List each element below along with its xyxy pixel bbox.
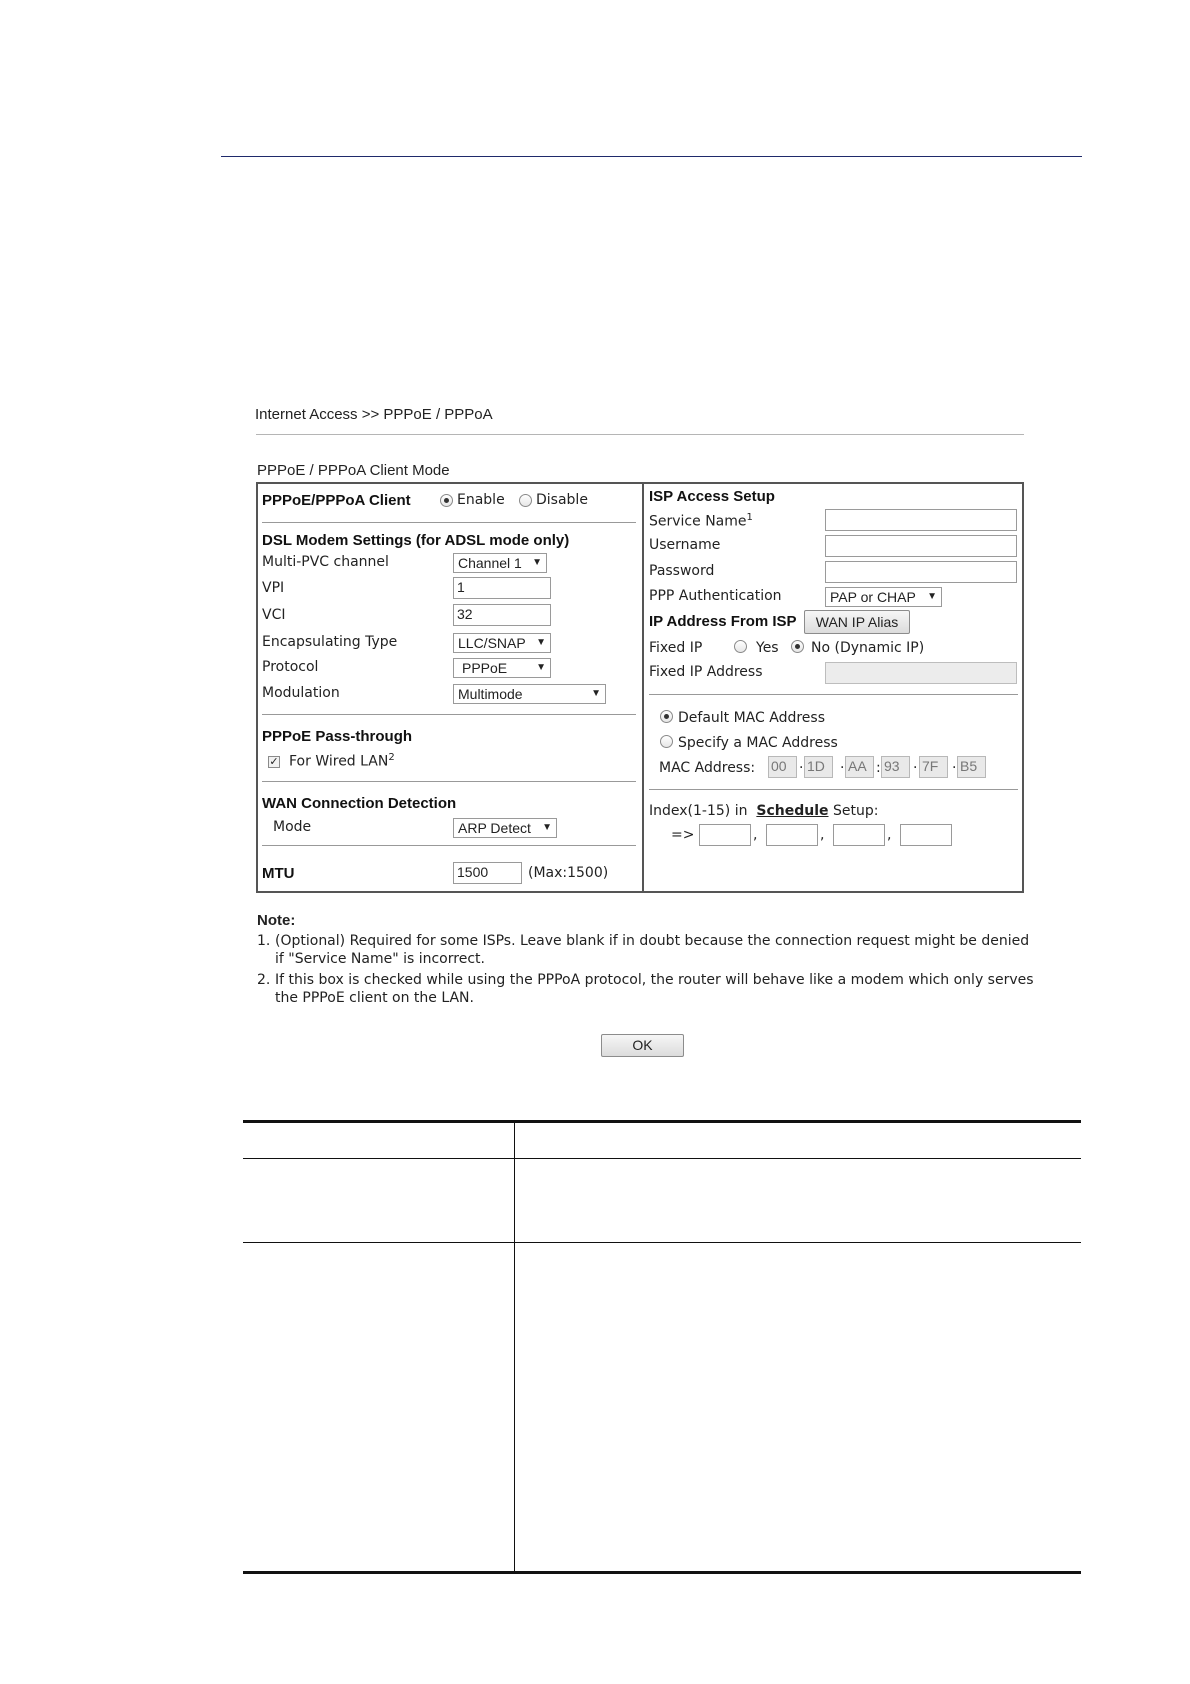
note-item: 1. (Optional) Required for some ISPs. Leave blank if in doubt because the connection request might be denied if "Service Name" is incorrect. — [257, 933, 1030, 967]
mac-octet-5[interactable]: 7F — [919, 756, 948, 778]
username-label: Username — [649, 537, 721, 553]
vci-input[interactable]: 32 — [453, 604, 551, 626]
fixed-ip-address-label: Fixed IP Address — [649, 664, 763, 680]
comma: , — [753, 827, 758, 843]
mode-value: ARP Detect — [458, 820, 531, 836]
table-row-divider — [243, 1242, 1081, 1243]
client-label: PPPoE/PPPoA Client — [262, 492, 411, 509]
multipvc-select[interactable] — [453, 553, 547, 573]
mac-separator: · — [840, 760, 845, 776]
client-mode-panel — [256, 482, 1024, 893]
mac-address-label: MAC Address: — [659, 760, 756, 776]
username-input[interactable] — [825, 535, 1017, 557]
ppp-auth-select[interactable] — [825, 587, 942, 607]
divider — [262, 781, 636, 782]
table-bottom-rule — [243, 1571, 1081, 1574]
mac-separator: · — [913, 760, 918, 776]
mac-separator: · — [952, 760, 957, 776]
fixed-ip-yes-radio[interactable] — [734, 640, 747, 653]
breadcrumb: Internet Access >> PPPoE / PPPoA — [255, 406, 493, 423]
notes-title: Note: — [257, 912, 296, 929]
enable-radio[interactable] — [440, 494, 453, 507]
protocol-select[interactable] — [453, 658, 551, 678]
mac-octet-2[interactable]: 1D — [804, 756, 833, 778]
mode-label: Mode — [273, 819, 312, 835]
footnote-2: 2 — [388, 752, 395, 763]
wired-lan-label: For Wired LAN$^2$ — [289, 752, 395, 770]
encap-label: Encapsulating Type — [262, 634, 398, 650]
fixed-ip-no-radio[interactable] — [791, 640, 804, 653]
divider — [649, 694, 1018, 695]
table-row-divider — [243, 1158, 1081, 1159]
fixed-ip-no-label: No (Dynamic IP) — [811, 640, 925, 656]
table-top-rule — [243, 1120, 1081, 1123]
chevron-down-icon: ▼ — [536, 637, 546, 648]
mtu-input[interactable]: 1500 — [453, 862, 522, 884]
modulation-label: Modulation — [262, 685, 340, 701]
schedule-index-label: Index(1-15) in Schedule Setup: — [649, 803, 879, 819]
column-divider — [642, 484, 644, 891]
dsl-heading: DSL Modem Settings (for ADSL mode only) — [262, 532, 570, 549]
ip-from-isp-label: IP Address From ISP — [649, 613, 797, 630]
chevron-down-icon: ▼ — [532, 557, 542, 568]
vpi-input[interactable]: 1 — [453, 577, 551, 599]
description-table — [243, 1120, 1081, 1574]
modulation-value: Multimode — [458, 686, 523, 702]
ppp-auth-value: PAP or CHAP — [830, 589, 916, 605]
comma: , — [820, 827, 825, 843]
divider — [649, 789, 1018, 790]
divider — [262, 522, 636, 523]
specify-mac-label: Specify a MAC Address — [678, 735, 838, 751]
page-header-rule — [221, 156, 1082, 157]
schedule-index-2-input[interactable] — [766, 824, 818, 846]
mode-select[interactable] — [453, 818, 557, 838]
encap-select[interactable] — [453, 633, 551, 653]
checkmark-icon: ✓ — [269, 755, 279, 768]
schedule-index-1-input[interactable] — [699, 824, 751, 846]
vpi-label: VPI — [262, 580, 285, 596]
password-label: Password — [649, 563, 715, 579]
enable-label: Enable — [457, 492, 505, 508]
multipvc-label: Multi-PVC channel — [262, 554, 389, 570]
fixed-ip-address-input[interactable] — [825, 662, 1017, 684]
mac-separator: : — [876, 760, 881, 776]
mac-octet-3[interactable]: AA — [845, 756, 874, 778]
encap-value: LLC/SNAP — [458, 635, 526, 651]
table-column-divider — [514, 1120, 515, 1574]
schedule-link[interactable]: Schedule — [756, 803, 829, 819]
mac-octet-4[interactable]: 93 — [881, 756, 910, 778]
divider — [262, 845, 636, 846]
mac-separator: · — [799, 760, 804, 776]
protocol-value: PPPoE — [462, 660, 508, 676]
mtu-label: MTU — [262, 865, 295, 882]
disable-radio[interactable] — [519, 494, 532, 507]
comma: , — [887, 827, 892, 843]
wan-ip-alias-button[interactable]: WAN IP Alias — [804, 610, 910, 634]
disable-label: Disable — [536, 492, 588, 508]
chevron-down-icon: ▼ — [542, 822, 552, 833]
passthrough-heading: PPPoE Pass-through — [262, 728, 413, 745]
chevron-down-icon: ▼ — [927, 591, 937, 602]
note-item: 2. If this box is checked while using the PPPoA protocol, the router will behave like a modem which only serves the PPPoE client on the LAN. — [257, 972, 1034, 1006]
default-mac-label: Default MAC Address — [678, 710, 825, 726]
default-mac-radio[interactable] — [660, 710, 673, 723]
breadcrumb-divider — [256, 434, 1024, 435]
protocol-label: Protocol — [262, 659, 319, 675]
notes — [257, 912, 1037, 1007]
chevron-down-icon: ▼ — [536, 662, 546, 673]
vci-label: VCI — [262, 607, 286, 623]
isp-heading: ISP Access Setup — [649, 488, 775, 505]
schedule-index-4-input[interactable] — [900, 824, 952, 846]
index-arrow: => — [671, 827, 695, 843]
wan-detection-heading: WAN Connection Detection — [262, 795, 457, 812]
ok-button[interactable]: OK — [601, 1034, 684, 1057]
specify-mac-radio[interactable] — [660, 735, 673, 748]
footnote-1: 1 — [746, 512, 753, 523]
service-name-input[interactable] — [825, 509, 1017, 531]
password-input[interactable] — [825, 561, 1017, 583]
mac-octet-1[interactable]: 00 — [768, 756, 797, 778]
multipvc-value: Channel 1 — [458, 555, 522, 571]
ppp-auth-label: PPP Authentication — [649, 588, 782, 604]
fixed-ip-yes-label: Yes — [756, 640, 779, 656]
mtu-max-hint: (Max:1500) — [528, 865, 609, 881]
mac-octet-6[interactable]: B5 — [957, 756, 986, 778]
divider — [262, 714, 636, 715]
modulation-select[interactable] — [453, 684, 606, 704]
schedule-index-3-input[interactable] — [833, 824, 885, 846]
wired-lan-checkbox[interactable] — [268, 756, 280, 768]
section-title: PPPoE / PPPoA Client Mode — [257, 462, 450, 479]
fixed-ip-label: Fixed IP — [649, 640, 703, 656]
chevron-down-icon: ▼ — [591, 688, 601, 699]
service-name-label: Service Name$^1$ — [649, 512, 753, 530]
